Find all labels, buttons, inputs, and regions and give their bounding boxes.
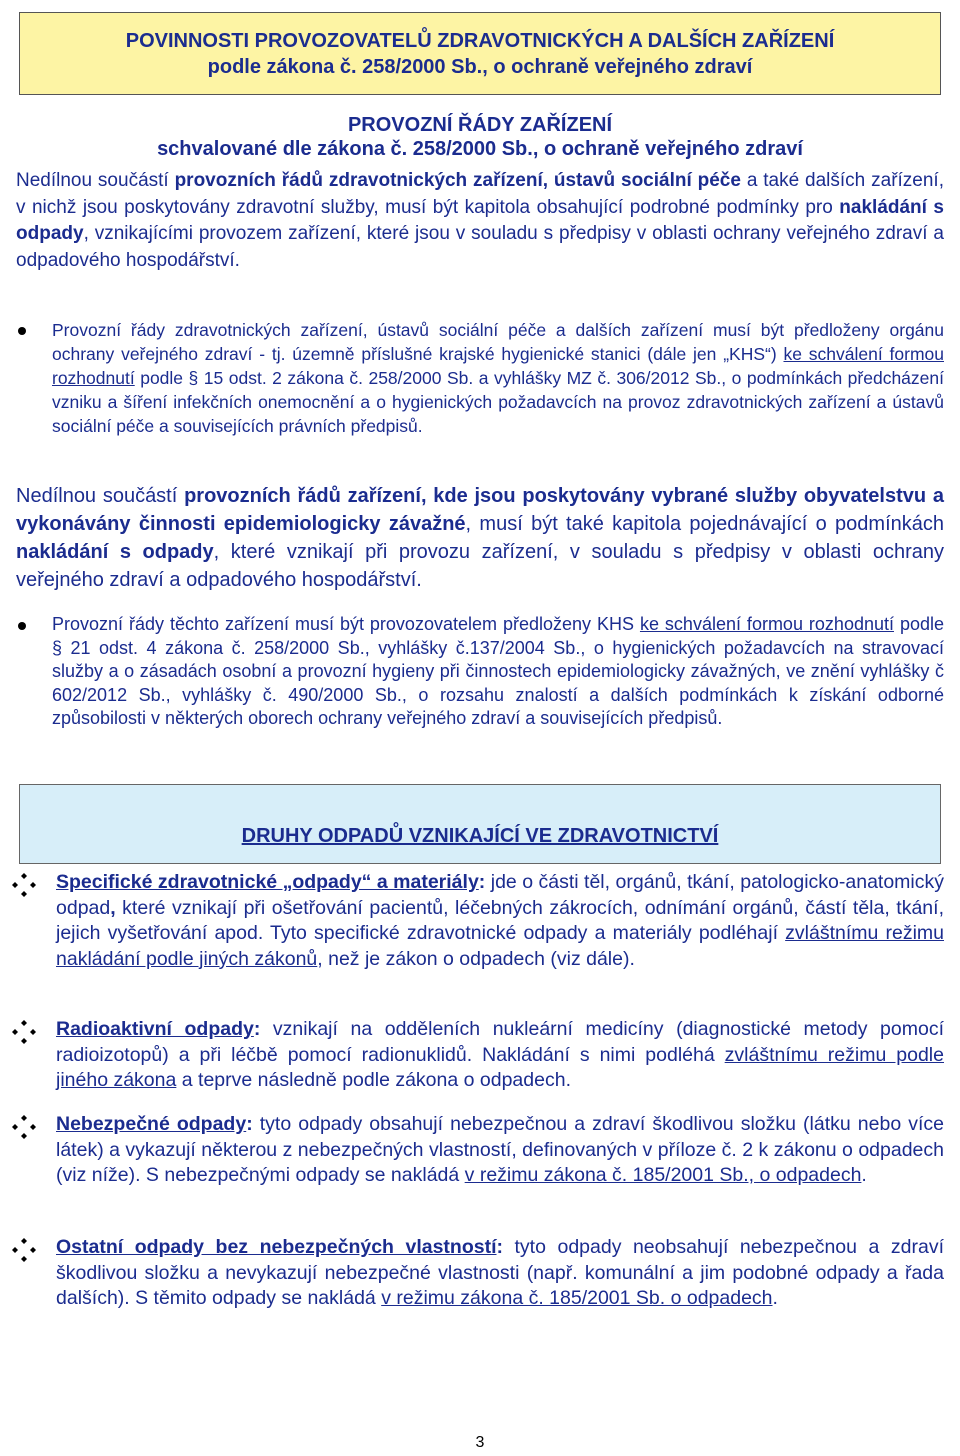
section-title-provozni-rady bbox=[0, 113, 960, 161]
text-run: zvláštnímu režimu nakládání podle jiných zákonů bbox=[56, 922, 944, 970]
text-run: v režimu zákona č. 185/2001 Sb. o odpadech bbox=[381, 1287, 773, 1309]
text-run: tyto odpady neobsahují nebezpečnou a zdraví škodlivou složku a nevykazují nebezpečné vlastnosti (např. komunální a jim podobné odpady a řada dalších). S těmito odpady se nakládá bbox=[56, 1236, 944, 1309]
text-run: které vznikají při ošetřování pacientů, léčebných zákrocích, odnímání orgánů, částí těla, tkání, jejich vyšetřování apod. Tyto specifické zdravotnické odpady a materiály podléhají bbox=[56, 896, 944, 944]
diamond-bullet-icon bbox=[12, 1020, 36, 1044]
text-run: ke schválení formou rozhodnutí bbox=[52, 344, 944, 388]
list-item-specific-waste bbox=[56, 870, 944, 972]
paragraph-services bbox=[16, 482, 944, 594]
text-run: Nedílnou součástí bbox=[16, 485, 185, 507]
text-run: Ostatní odpady bez nebezpečných vlastností bbox=[56, 1236, 497, 1258]
text-run: provozních řádů zdravotnických zařízení, ústavů sociální péče bbox=[174, 170, 741, 191]
diamond-bullet-icon bbox=[12, 1115, 36, 1139]
diamond-bullet-icon bbox=[12, 1238, 36, 1262]
text-run: Radioaktivní odpady bbox=[56, 1018, 254, 1040]
text-run: tyto odpady obsahují nebezpečnou a zdraví škodlivou složku (látku nebo více látek) a vykazují některou z nebezpečných vlastností, definovaných v příloze č. 2 k zákonu o odpadech (viz níže). S nebezpečnými odpady se nakládá bbox=[56, 1113, 945, 1186]
page-number: 3 bbox=[475, 1434, 485, 1451]
text-run: . bbox=[861, 1164, 867, 1186]
section-subtitle: schvalované dle zákona č. 258/2000 Sb., o ochraně veřejného zdraví bbox=[157, 138, 803, 160]
text-run: : bbox=[253, 1018, 261, 1040]
text-run: nakládání s odpady bbox=[16, 541, 214, 563]
bullet-paragraph-services-approval bbox=[52, 613, 944, 731]
text-run: podle § 21 odst. 4 zákona č. 258/2000 Sb., vyhlášky č.137/2004 Sb., o hygienických požadavcích na stravovací služby a o zásadách osobní a provozní hygieny při činnostech epidemiologicky závažných, ve znění vyhlášky č 602/2012 Sb., vyhlášky č. 490/2000 Sb., o rozsahu znalostí a dalších podmínkách k získání odborné způsobilosti v některých oborech ochrany veřejného zdraví a souvisejících předpisů. bbox=[52, 614, 944, 728]
text-run: . bbox=[772, 1287, 778, 1309]
list-item-radioactive-waste bbox=[56, 1017, 944, 1094]
text-run: a teprve následně podle zákona o odpadech. bbox=[176, 1069, 571, 1091]
section-title: PROVOZNÍ ŘÁDY ZAŘÍZENÍ bbox=[347, 114, 613, 136]
bullet-icon bbox=[18, 622, 26, 630]
text-run: zvláštnímu režimu podle jiného zákona bbox=[56, 1043, 944, 1091]
text-run: ke schválení formou rozhodnutí bbox=[639, 614, 894, 634]
list-item-other-waste bbox=[56, 1235, 944, 1312]
bullet-paragraph-approval bbox=[52, 318, 944, 438]
header-box bbox=[19, 12, 941, 95]
text-run: provozních řádů zařízení, kde jsou poskytovány vybrané služby obyvatelstvu a vykonávány činnosti epidemiologicky závažné bbox=[16, 485, 944, 535]
header-title: POVINNOSTI PROVOZOVATELŮ ZDRAVOTNICKÝCH A DALŠÍCH ZAŘÍZENÍ bbox=[125, 29, 835, 52]
section-header-waste-types bbox=[19, 784, 941, 864]
text-run: : bbox=[496, 1236, 503, 1258]
diamond-bullet-icon bbox=[12, 873, 36, 897]
text-run: : bbox=[478, 871, 486, 893]
text-run: , vznikajícími provozem zařízení, které jsou v souladu s předpisy v oblasti ochrany veřejného zdraví a odpadového hospodářství. bbox=[16, 223, 944, 271]
text-run: , musí být také kapitola pojednávající o podmínkách bbox=[465, 513, 944, 535]
text-run: , než je zákon o odpadech (viz dále). bbox=[317, 947, 635, 970]
bullet-icon bbox=[18, 327, 26, 335]
text-run: Nedílnou součástí bbox=[16, 170, 175, 191]
text-run: , které vznikají při provozu zařízení, v souladu s předpisy v oblasti ochrany veřejného zdraví a odpadového hospodářství. bbox=[16, 541, 944, 591]
text-run: Provozní řády těchto zařízení musí být provozovatelem předloženy KHS bbox=[52, 614, 640, 634]
list-item-hazardous-waste bbox=[56, 1112, 944, 1189]
waste-types-title: DRUHY ODPADŮ VZNIKAJÍCÍ VE ZDRAVOTNICTVÍ bbox=[241, 825, 719, 847]
text-run: v režimu zákona č. 185/2001 Sb., o odpadech bbox=[464, 1164, 862, 1186]
text-run: , bbox=[110, 896, 116, 919]
text-run: : bbox=[246, 1113, 253, 1135]
text-run: jde o části těl, orgánů, tkání, patologicko-anatomický odpad bbox=[56, 871, 945, 919]
header-subtitle: podle zákona č. 258/2000 Sb., o ochraně veřejného zdraví bbox=[207, 55, 753, 78]
text-run: a také dalších zařízení, v nichž jsou poskytovány zdravotní služby, musí být kapitola obsahující podrobné podmínky pro bbox=[16, 170, 944, 218]
text-run: nakládání s odpady bbox=[16, 196, 944, 244]
text-run: Specifické zdravotnické „odpady“ a materiály bbox=[56, 871, 479, 893]
text-run: podle § 15 odst. 2 zákona č. 258/2000 Sb. a vyhlášky MZ č. 306/2012 Sb., o podmínkách předcházení vzniku a šíření infekčních onemocnění a o hygienických požadavcích na provoz zdravotnických zařízení a ústavů sociální péče a souvisejících právních předpisů. bbox=[52, 368, 944, 436]
text-run: Provozní řády zdravotnických zařízení, ústavů sociální péče a dalších zařízení musí být předloženy orgánu ochrany veřejného zdraví - tj. územně příslušné krajské hygienické stanici (dále jen „KHS“) bbox=[52, 320, 944, 364]
text-run: vznikají na odděleních nukleární medicíny (diagnostické metody pomocí radioizotopů) a při léčbě pomocí radionuklidů. Nakládání s nimi podléhá bbox=[56, 1018, 944, 1066]
paragraph-intro bbox=[16, 168, 944, 274]
text-run: Nebezpečné odpady bbox=[56, 1113, 247, 1135]
